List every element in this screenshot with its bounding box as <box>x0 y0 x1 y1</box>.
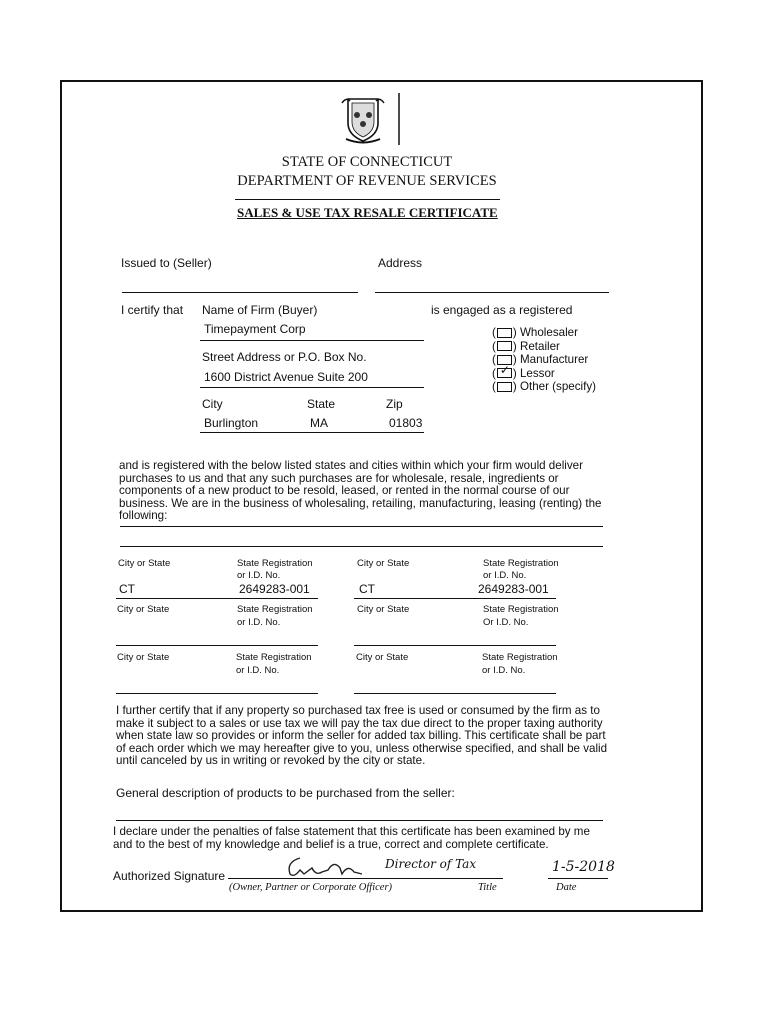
row3-right-line[interactable] <box>354 693 556 694</box>
certify-label: I certify that <box>121 303 184 317</box>
wholesaler-checkbox[interactable] <box>497 328 512 338</box>
row1-right-city-label: City or State <box>357 558 410 569</box>
option-wholesaler[interactable]: ( ) Wholesaler <box>492 326 578 340</box>
street-value[interactable]: 1600 District Avenue Suite 200 <box>204 370 368 384</box>
zip-value[interactable]: 01803 <box>389 416 423 430</box>
date-value[interactable]: 1-5-2018 <box>552 859 615 875</box>
row1-right-reg-label: State Registration <box>483 558 559 569</box>
row1-left-reg-label: State Registration <box>237 558 313 569</box>
row1-left-reg-label-2: or I.D. No. <box>237 570 281 581</box>
general-description-label: General description of products to be purchased from the seller: <box>116 786 455 800</box>
state-value[interactable]: MA <box>310 416 328 430</box>
row2-right-line[interactable] <box>354 645 556 646</box>
lessor-checkbox[interactable] <box>497 368 512 378</box>
row2-left-reg-label: State Registration <box>237 604 313 615</box>
date-line <box>548 878 608 879</box>
row1-left-reg-value[interactable]: 2649283-001 <box>239 582 310 596</box>
signature-line <box>228 878 503 879</box>
seller-address-field[interactable] <box>375 292 609 293</box>
city-value[interactable]: Burlington <box>204 416 259 430</box>
title-rule-top <box>235 199 500 200</box>
row3-right-reg-label: State Registration <box>482 652 558 663</box>
row2-right-reg-label: State Registration <box>483 604 559 615</box>
row1-right-city-value[interactable]: CT <box>359 582 375 596</box>
registration-type-options <box>492 326 596 394</box>
firm-label: Name of Firm (Buyer) <box>202 303 318 317</box>
general-description-field[interactable] <box>116 820 603 821</box>
city-label: City <box>202 397 223 411</box>
department-name: DEPARTMENT OF REVENUE SERVICES <box>237 173 497 189</box>
state-name: STATE OF CONNECTICUT <box>281 154 453 170</box>
row1-right-line <box>354 598 556 599</box>
city-field-line <box>200 432 424 433</box>
owner-caption: (Owner, Partner or Corporate Officer) <box>229 882 393 893</box>
firm-value[interactable]: Timepayment Corp <box>204 322 306 336</box>
row3-right-reg-label-2: or I.D. No. <box>482 665 526 676</box>
state-label: State <box>307 397 336 411</box>
row3-left-city-label: City or State <box>117 652 170 663</box>
registered-paragraph: and is registered with the below listed states and cities within which your firm would deliver purchases to us and that any such purchases are for wholesale, resale, ingredients or components of a new product to be resold, leased, or rented in the normal course of our business. We are in the business of wholesaling, retailing, manufacturing, leasing (renting) the following: <box>119 459 602 523</box>
option-retailer[interactable]: ( ) Retailer <box>492 339 560 353</box>
retailer-checkbox[interactable] <box>497 341 512 351</box>
signature-label: Authorized Signature <box>113 869 226 883</box>
street-field-line <box>200 387 424 388</box>
issued-to-label: Issued to (Seller) <box>121 256 212 270</box>
business-line-2[interactable] <box>120 546 603 547</box>
row1-left-line <box>116 598 318 599</box>
option-other[interactable]: ( ) Other (specify) <box>492 380 596 394</box>
street-label: Street Address or P.O. Box No. <box>202 350 367 364</box>
further-certify-paragraph: I further certify that if any property so purchased tax free is used or consumed by the firm as to make it subject to a sales or use tax we will pay the tax due direct to the proper taxing authority when state law so provides or inform the seller for added tax billing. This certificate shall be part of each order which we may hereafter give to you, unless otherwise specified, and shall be valid until canceled by us in writing or revoked by the city or state. <box>116 704 608 768</box>
declaration-paragraph: I declare under the penalties of false statement that this certificate has been examined by me and to the best of my knowledge and belief is a true, correct and complete certificate. <box>113 825 590 851</box>
option-manufacturer[interactable]: ( ) Manufacturer <box>492 353 589 367</box>
option-lessor[interactable]: ( ✓ ) Lessor <box>492 367 596 381</box>
row2-left-city-label: City or State <box>117 604 170 615</box>
row3-left-reg-label: State Registration <box>236 652 312 663</box>
form-title: SALES & USE TAX RESALE CERTIFICATE <box>237 205 498 220</box>
row1-right-reg-label-2: or I.D. No. <box>483 570 527 581</box>
zip-label: Zip <box>386 397 403 411</box>
row2-left-line[interactable] <box>116 645 318 646</box>
row2-left-reg-label-2: or I.D. No. <box>237 617 281 628</box>
date-caption: Date <box>556 882 577 893</box>
row1-right-reg-value[interactable]: 2649283-001 <box>478 582 549 596</box>
firm-field-line <box>200 340 424 341</box>
title-value[interactable]: Director of Tax <box>385 857 477 871</box>
state-seal-icon <box>340 93 404 145</box>
row3-left-line[interactable] <box>116 693 318 694</box>
seller-name-field[interactable] <box>122 292 358 293</box>
row3-left-reg-label-2: or I.D. No. <box>236 665 280 676</box>
address-label: Address <box>378 256 423 270</box>
row3-right-city-label: City or State <box>356 652 409 663</box>
row2-right-reg-label-2: Or I.D. No. <box>483 617 529 628</box>
row2-right-city-label: City or State <box>357 604 410 615</box>
other-checkbox[interactable] <box>497 382 512 392</box>
row1-left-city-value[interactable]: CT <box>119 582 135 596</box>
registered-label: is engaged as a registered <box>431 303 573 317</box>
title-caption: Title <box>478 882 497 893</box>
row1-left-city-label: City or State <box>118 558 171 569</box>
handwritten-signature[interactable] <box>282 854 372 880</box>
business-line-1[interactable] <box>120 526 603 527</box>
